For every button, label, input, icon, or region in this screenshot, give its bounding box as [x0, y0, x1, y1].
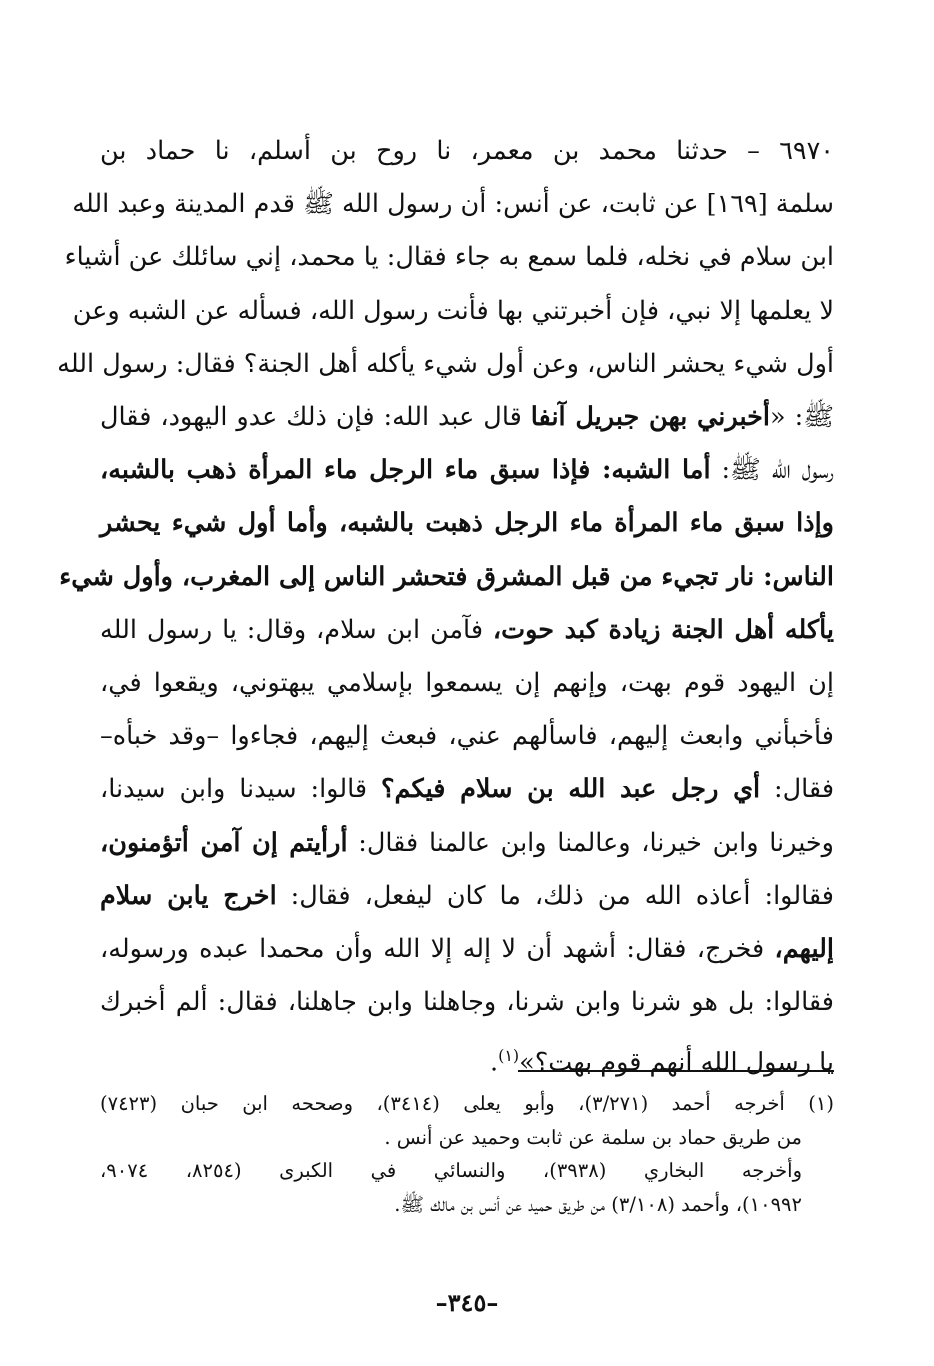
- narration-text: سلمة [١٦٩] عن ثابت، عن أنس: أن رسول الله ﷺ قدم المدينة وعبد الله: [72, 189, 834, 220]
- narration-text: فقال:: [760, 774, 835, 805]
- narration-text: فخرج، فقال: أشهد أن لا إله إلا الله وأن محمدا عبده ورسوله،: [100, 934, 775, 965]
- text-line: [64, 231, 834, 284]
- footnote-line: وأخرجه البخاري (٣٩٣٨)، والنسائي في الكبرى (٨٢٥٤، ٩٠٧٤،: [100, 1159, 802, 1182]
- narration-text: .: [489, 1047, 499, 1078]
- footnote-line: ١٠٩٩٢)، وأحمد (٣/١٠٨) من طريق حميد عن أنس بن مالك ﷺ.: [394, 1192, 802, 1216]
- prophetic-speech: اخرج يابن سلام: [100, 880, 277, 911]
- text-line: [100, 604, 834, 657]
- text-line: [100, 657, 834, 710]
- narration-text: رسول الله ﷺ:: [710, 455, 834, 486]
- text-line: [100, 763, 834, 816]
- prophetic-speech: وإذا سبق ماء المرأة ماء الرجل ذهبت بالشبه، وأما أول شيء يحشر: [100, 508, 834, 539]
- narration-text: ٦٩٧٠ – حدثنا محمد بن معمر، نا روح بن أسلم، نا حماد بن: [100, 136, 834, 166]
- narration-text: ﷺ: «: [770, 402, 834, 433]
- prophetic-speech: أما الشبه: فإذا سبق ماء الرجل ماء المرأة ذهب بالشبه،: [100, 455, 711, 486]
- text-line: [72, 178, 834, 231]
- narration-text: قالوا: سيدنا وابن سيدنا،: [100, 774, 381, 805]
- text-line: [100, 497, 834, 550]
- narration-text: لا يعلمها إلا نبي، فإن أخبرتني بها فأنت رسول الله، فسأله عن الشبه وعن: [72, 295, 834, 326]
- text-line: [57, 338, 834, 391]
- text-line: [100, 1029, 834, 1090]
- text-line: [59, 551, 834, 604]
- prophetic-speech: أي رجل عبد الله بن سلام فيكم؟: [380, 774, 761, 805]
- page-number: –٣٤٥–: [435, 1288, 499, 1317]
- prophetic-speech: أخبرني بهن جبريل آنفا: [530, 402, 771, 433]
- narration-text: ابن سلام في نخله، فلما سمع به جاء فقال: يا محمد، إني سائلك عن أشياء: [64, 242, 834, 273]
- narration-text: إن اليهود قوم بهت، وإنهم إن يسمعوا بإسلامي يبهتوني، ويقعوا في،: [100, 668, 834, 699]
- footnote-line: (١) أخرجه أحمد (٣/٢٧١)، وأبو يعلى (٣٤١٤)، وصححه ابن حبان (٧٤٢٣): [100, 1092, 834, 1115]
- text-line: [100, 923, 834, 976]
- footnote-ref: (١): [498, 1046, 520, 1066]
- text-line: [100, 125, 834, 178]
- narration-text: يا رسول الله أنهم قوم بهت؟»: [519, 1047, 834, 1078]
- footnote-line: من طريق حماد بن سلمة عن ثابت وحميد عن أنس .: [384, 1125, 802, 1149]
- narration-text: أول شيء يحشر الناس، وعن أول شيء يأكله أهل الجنة؟ فقال: رسول الله: [57, 348, 834, 379]
- text-line: [100, 444, 834, 497]
- footnotes: [100, 1087, 834, 1221]
- text-line: [72, 285, 834, 338]
- prophetic-speech: يأكله أهل الجنة زيادة كبد حوت،: [492, 614, 834, 645]
- prophetic-speech: الناس: نار تجيء من قبل المشرق فتحشر الناس إلى المغرب، وأول شيء: [59, 561, 834, 592]
- narration-text: وخيرنا وابن خيرنا، وعالمنا وابن عالمنا فقال:: [347, 827, 834, 858]
- text-line: [100, 817, 834, 870]
- text-line: [100, 870, 834, 923]
- text-line: [100, 976, 834, 1029]
- narration-text: فآمن ابن سلام، وقال: يا رسول الله: [100, 614, 493, 645]
- prophetic-speech: أرأيتم إن آمن أتؤمنون،: [100, 827, 348, 858]
- prophetic-speech: إليهم،: [774, 934, 834, 965]
- narration-text: فأخبأني وابعث إليهم، فاسألهم عني، فبعث إليهم، فجاءوا –وقد خبأه–: [100, 721, 834, 752]
- narration-text: فقالوا: أعاذه الله من ذلك، ما كان ليفعل، فقال:: [276, 880, 834, 911]
- hadith-text: [57, 125, 835, 1090]
- text-line: [100, 710, 834, 763]
- footnote-separator: [518, 1070, 834, 1072]
- narration-text: قال عبد الله: فإن ذلك عدو اليهود، فقال: [100, 402, 531, 433]
- text-line: [100, 391, 834, 444]
- narration-text: فقالوا: بل هو شرنا وابن شرنا، وجاهلنا وابن جاهلنا، فقال: ألم أخبرك: [100, 987, 834, 1018]
